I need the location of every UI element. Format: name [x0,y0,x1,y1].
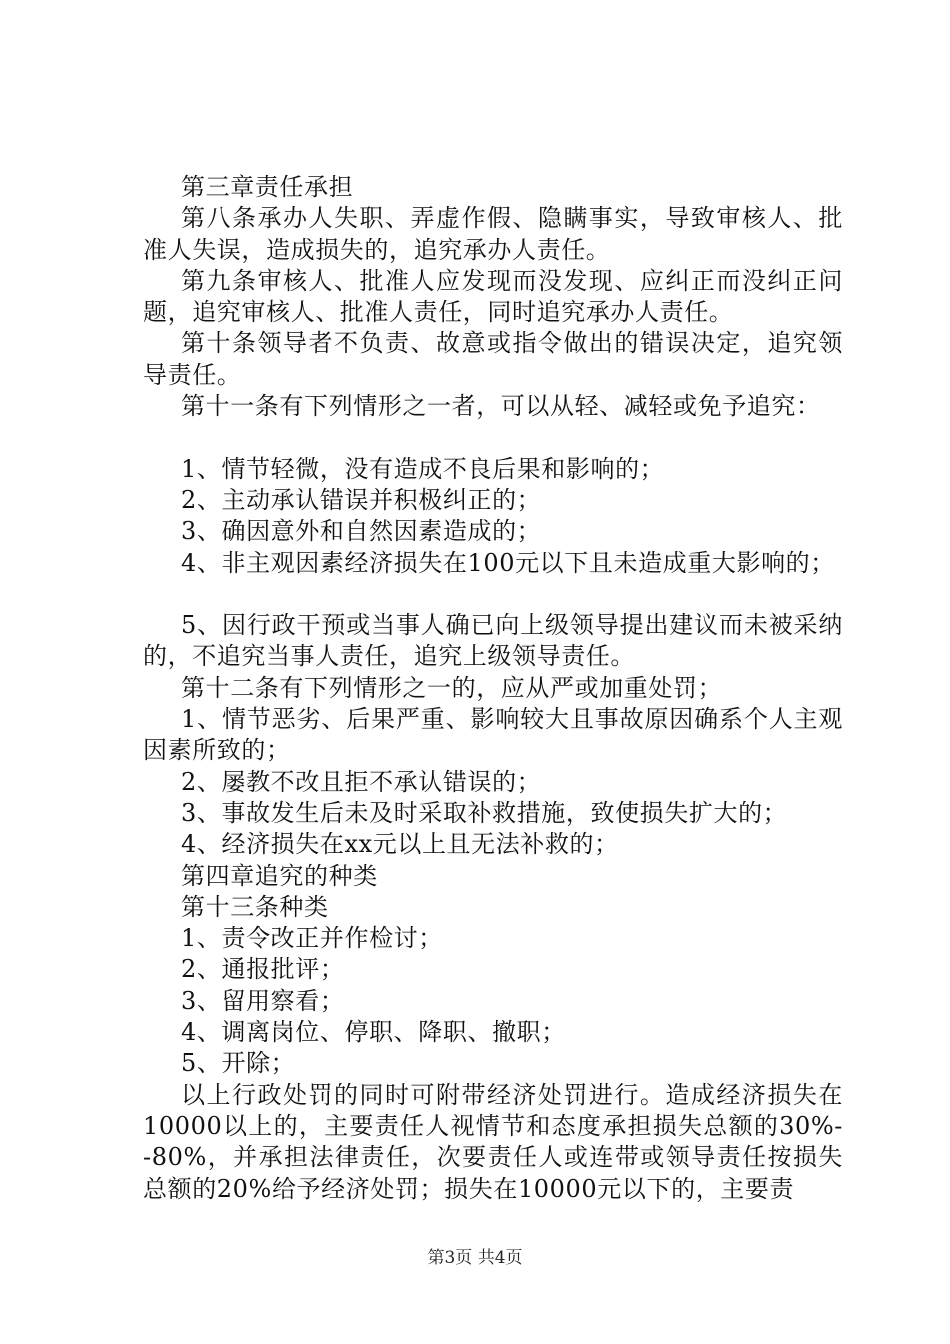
article-8: 第八条承办人失职、弄虚作假、隐瞒事实，导致审核人、批准人失误，造成损失的，追究承办人责任。 [143,204,843,264]
article-12-item-3: 3、事故发生后未及时采取补救措施，致使损失扩大的； [181,798,788,827]
article-12-item-4: 4、经济损失在xx元以上且无法补救的； [181,830,619,859]
article-10: 第十条领导者不负责、故意或指令做出的错误决定，追究领导责任。 [143,329,843,389]
chapter-heading-3: 第三章责任承担 [181,173,354,201]
article-12-item-1: 1、情节恶劣、后果严重、影响较大且事故原因确系个人主观因素所致的； [143,705,843,765]
article-11-item-5: 5、因行政干预或当事人确已向上级领导提出建议而未被采纳的，不追究当事人责任，追究上级领导责任。 [143,611,843,671]
article-13: 第十三条种类 [181,892,329,921]
article-11-item-3: 3、确因意外和自然因素造成的； [181,517,542,546]
article-9: 第九条审核人、批准人应发现而没发现、应纠正而没纠正问题，追究审核人、批准人责任，同时追究承办人责任。 [143,266,843,327]
blank-line [143,579,843,610]
article-12: 第十二条有下列情形之一的，应从严或加重处罚； [181,673,723,702]
article-13-item-4: 4、调离岗位、停职、降职、撤职； [181,1018,566,1047]
article-13-item-1: 1、责令改正并作检讨； [181,924,443,953]
article-11-item-1: 1、情节轻微，没有造成不良后果和影响的； [181,454,665,483]
page-number-footer: 第3页 共4页 [427,1248,523,1268]
article-13-item-2: 2、通报批评； [181,955,345,984]
article-11-item-2: 2、主动承认错误并积极纠正的； [181,485,542,514]
article-13-item-3: 3、留用察看； [181,986,345,1015]
document-body [143,172,843,1205]
article-11: 第十一条有下列情形之一者，可以从轻、减轻或免予追究： [181,392,821,421]
penalty-paragraph: 以上行政处罚的同时可附带经济处罚进行。造成经济损失在10000以上的，主要责任人视情节和态度承担损失总额的30%--80%，并承担法律责任，次要责任人或连带或领导责任按损失总额的20%给予经济处罚；损失在10000元以下的，主要责 [143,1080,843,1203]
article-12-item-2: 2、屡教不改且拒不承认错误的； [181,767,542,796]
chapter-heading-4: 第四章追究的种类 [181,861,378,890]
article-13-item-5: 5、开除； [181,1049,296,1078]
article-11-item-4: 4、非主观因素经济损失在100元以下且未造成重大影响的； [181,548,835,577]
blank-line [143,422,843,453]
